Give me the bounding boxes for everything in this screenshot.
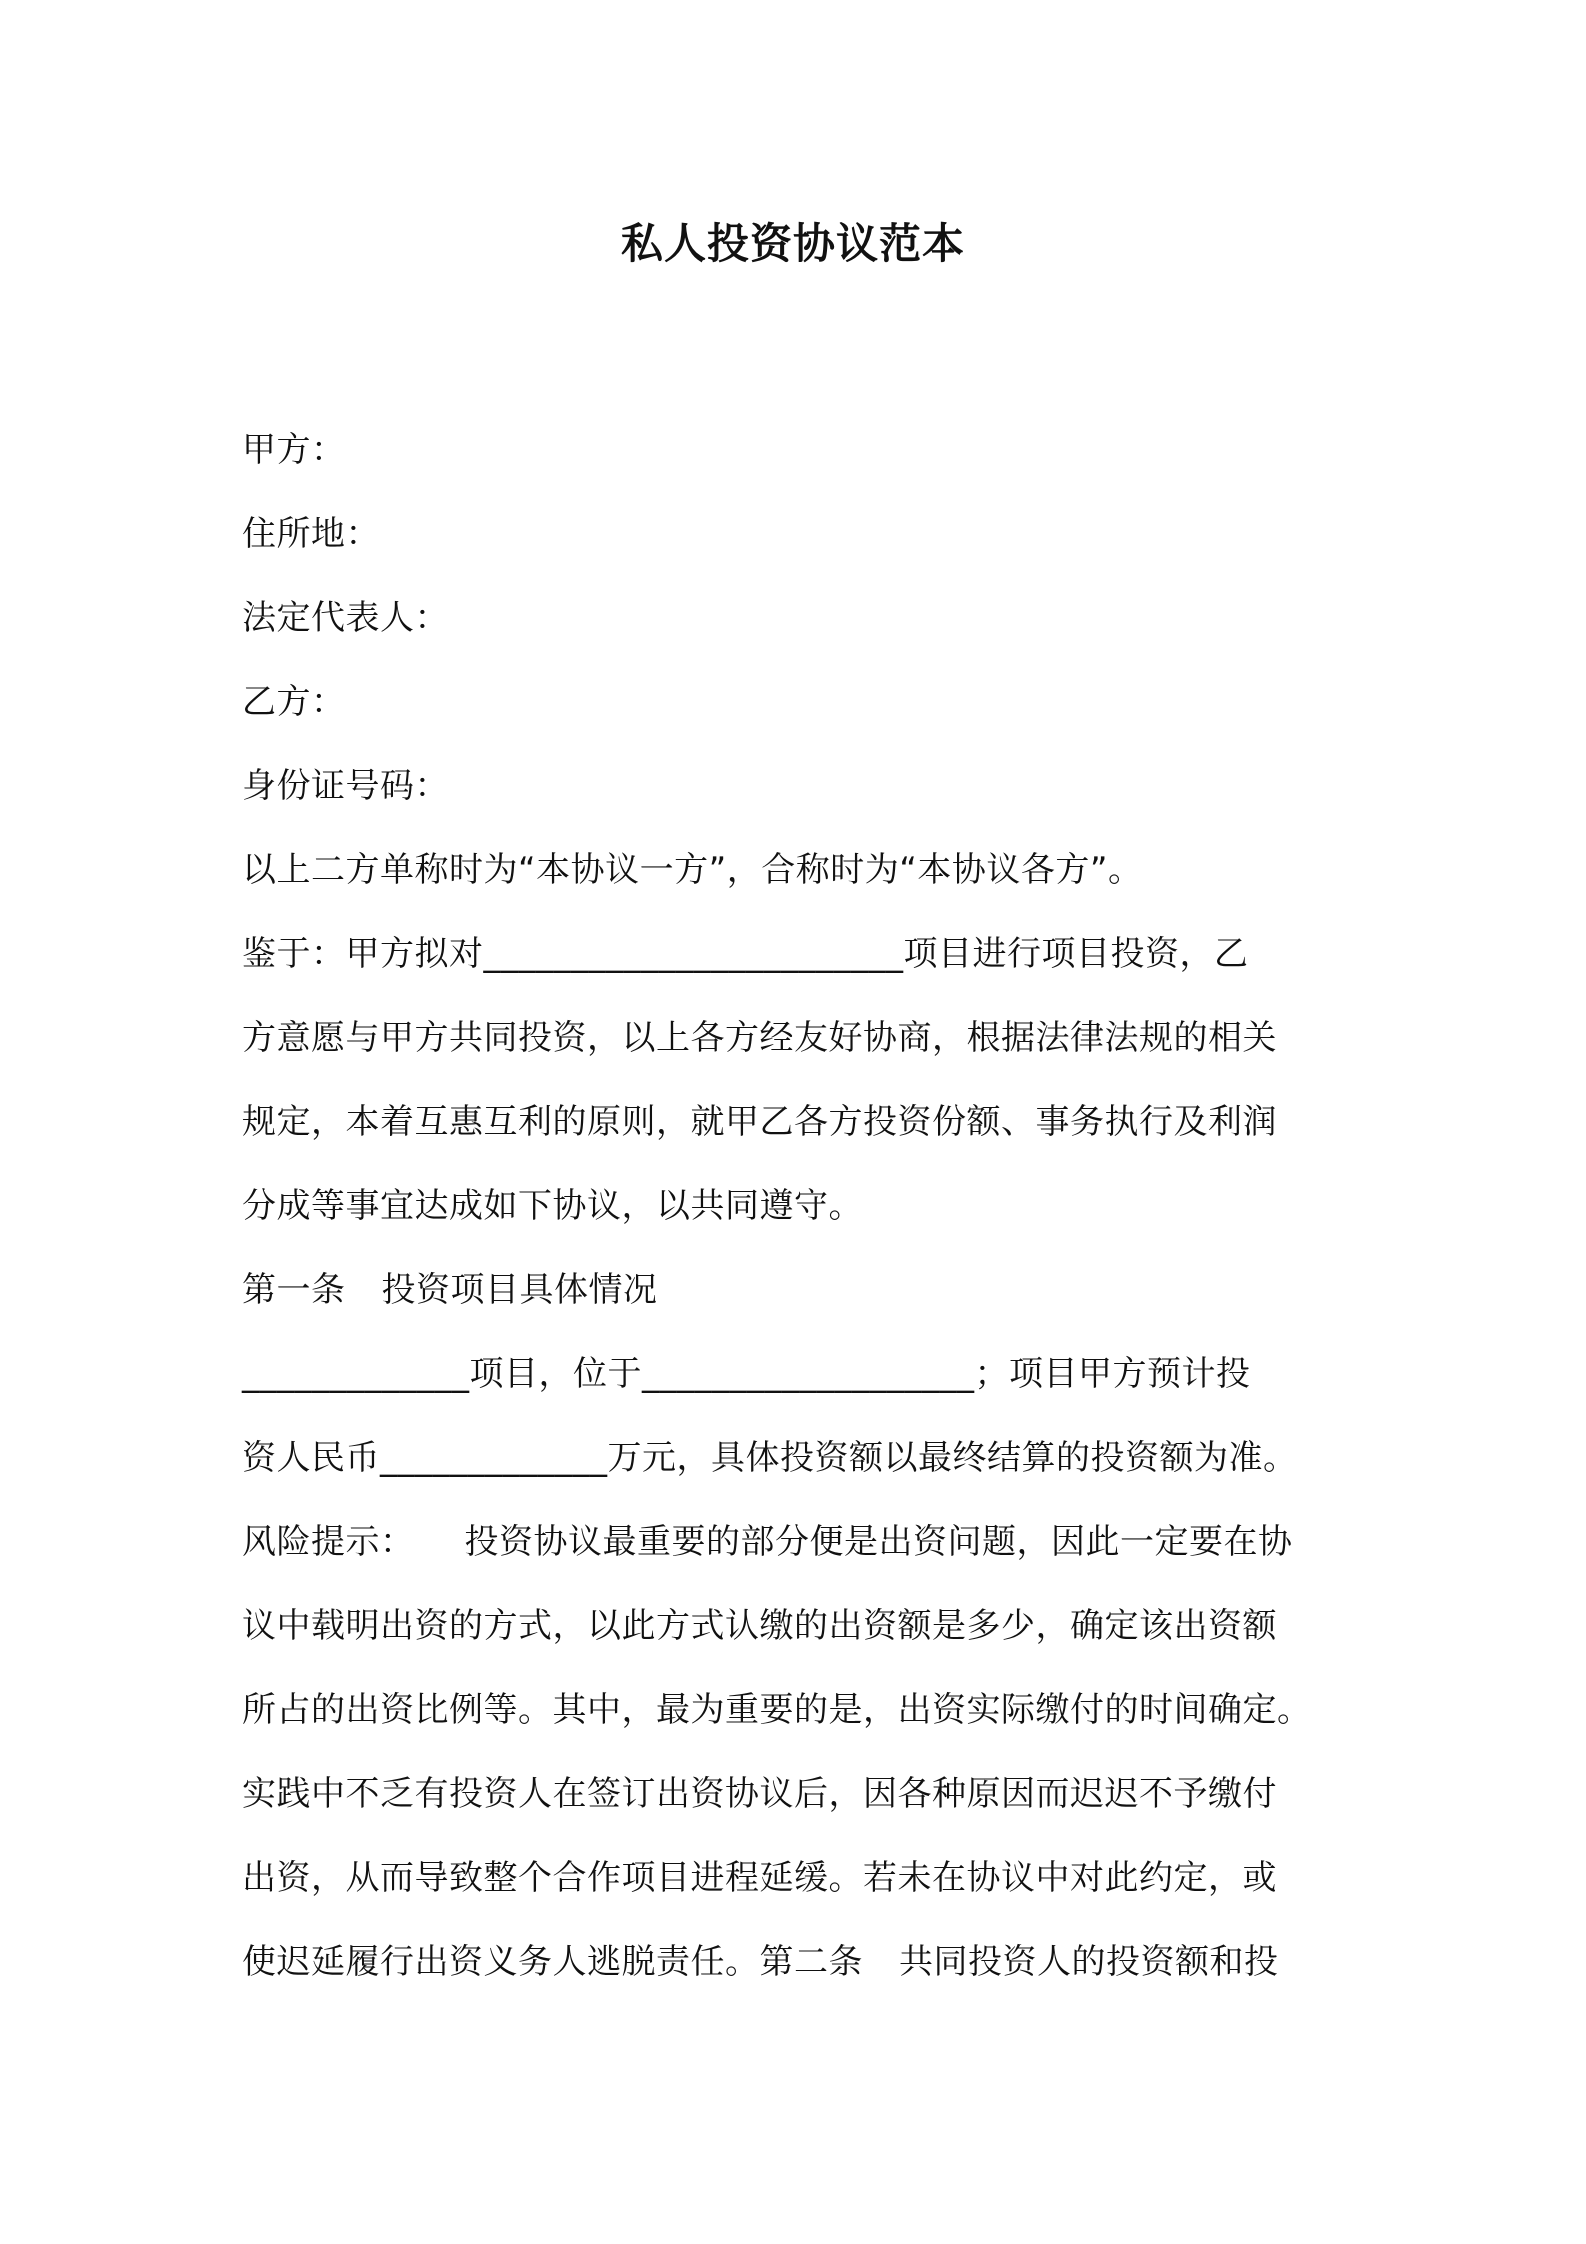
party-a-line: 甲方： (242, 430, 346, 470)
whereas-line-4: 分成等事宜达成如下协议，以共同遵守。 (242, 1186, 863, 1226)
whereas-line-2: 方意愿与甲方共同投资，以上各方经友好协商，根据法律法规的相关 (242, 1018, 1277, 1058)
risk-line-6 (242, 1920, 1372, 2004)
project-line-2: 资人民币_____________万元，具体投资额以最终结算的投资额为准。 (242, 1438, 1298, 1478)
article-1-number: 第一条 (242, 1270, 346, 1310)
risk-line-4: 实践中不乏有投资人在签订出资协议后，因各种原因而迟迟不予缴付 (242, 1774, 1277, 1814)
page-title: 私人投资协议范本 (620, 219, 965, 268)
article-1-title: 投资项目具体情况 (381, 1270, 658, 1310)
risk-line-2: 议中载明出资的方式，以此方式认缴的出资额是多少，确定该出资额 (242, 1606, 1277, 1646)
id-number-line: 身份证号码： (242, 766, 449, 806)
risk-line-3: 所占的出资比例等。其中，最为重要的是，出资实际缴付的时间确定。 (242, 1690, 1312, 1730)
whereas-line-3: 规定，本着互惠互利的原则，就甲乙各方投资份额、事务执行及利润 (242, 1102, 1277, 1142)
naming-line: 以上二方单称时为“本协议一方”，合称时为“本协议各方”。 (242, 850, 1143, 890)
legal-rep-line: 法定代表人： (242, 598, 449, 638)
risk-text-1: 投资协议最重要的部分便是出资问题，因此一定要在协 (464, 1522, 1293, 1562)
risk-label: 风险提示： (242, 1522, 415, 1562)
document-body (242, 408, 1372, 2004)
address-line: 住所地： (242, 514, 380, 554)
party-b-line: 乙方： (242, 682, 346, 722)
risk-line-1 (242, 1500, 1372, 1584)
risk-text-6b: 共同投资人的投资额和投 (899, 1942, 1279, 1982)
risk-text-6a: 使迟延履行出资义务人逃脱责任。第二条 (242, 1942, 863, 1982)
article-1-heading (242, 1248, 1372, 1332)
risk-line-5: 出资，从而导致整个合作项目进程延缓。若未在协议中对此约定，或 (242, 1858, 1277, 1898)
whereas-line-1: 鉴于：甲方拟对________________________项目进行项目投资，乙 (242, 934, 1249, 974)
project-line-1: _____________项目，位于___________________；项目甲方预计投 (242, 1354, 1251, 1394)
